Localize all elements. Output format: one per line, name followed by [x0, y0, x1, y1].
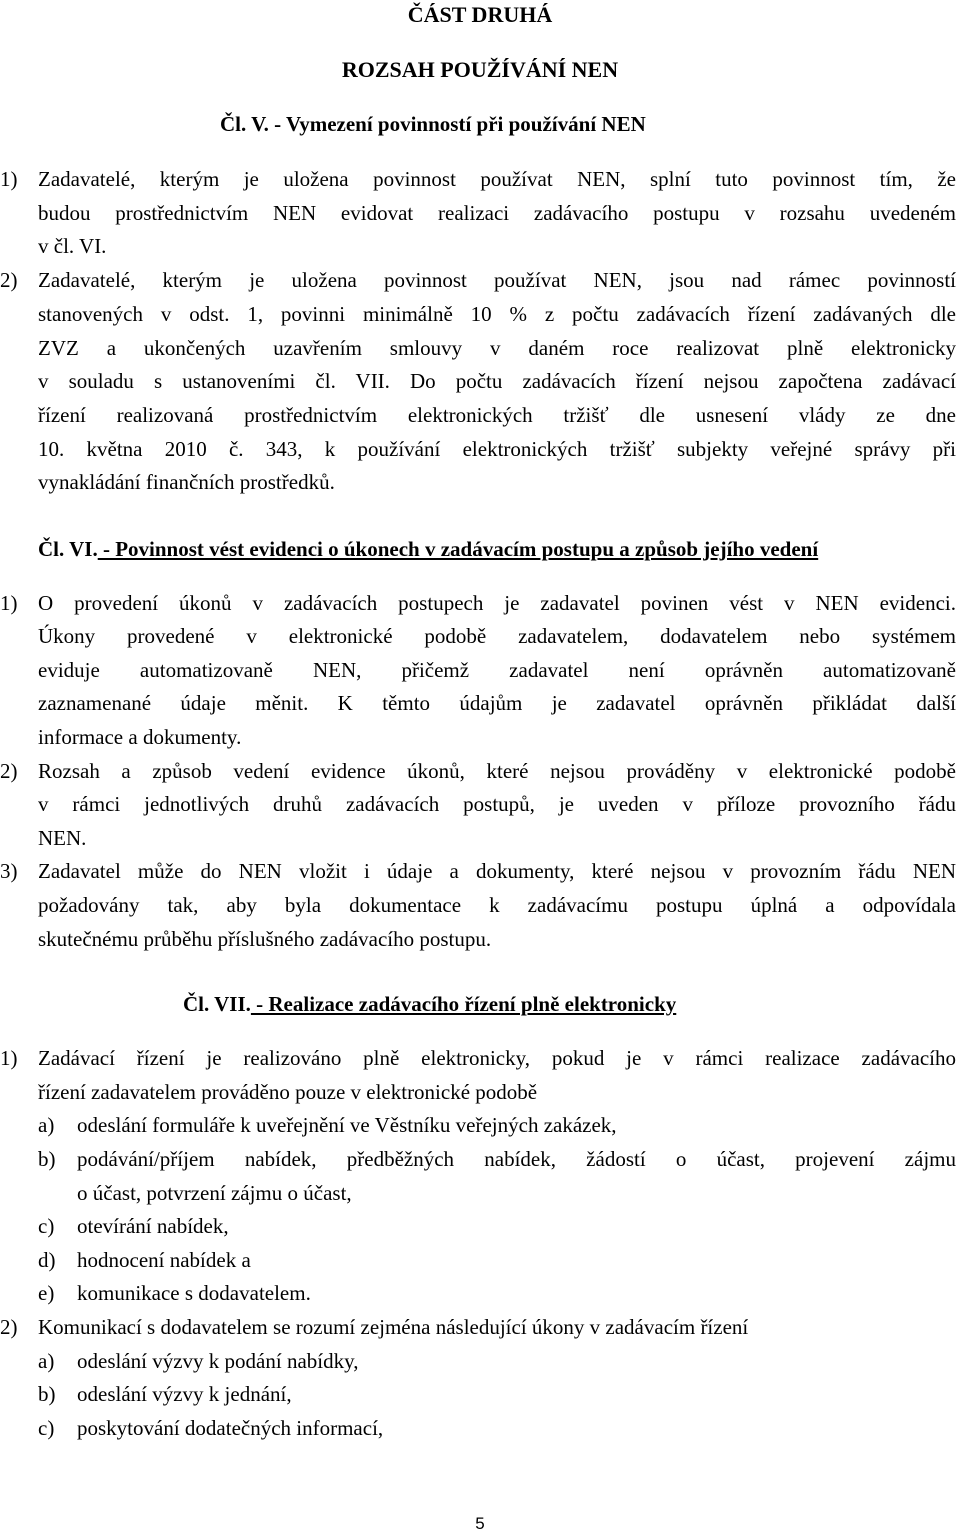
paragraph-line: skutečnému průběhu příslušného zadávacího postupu. — [38, 927, 492, 951]
paragraph-line: požadovány tak, aby byla dokumentace k zadávacímu postupu úplná a odpovídala — [38, 893, 956, 917]
list-item: komunikace s dodavatelem. — [77, 1281, 311, 1305]
paragraph-line: Zadavatelé, kterým je uložena povinnost používat NEN, splní tuto povinnost tím, že — [38, 167, 956, 191]
article-6-p2-number: 2) — [0, 759, 18, 783]
article-5-p2-number: 2) — [0, 268, 18, 292]
part-heading: ČÁST DRUHÁ — [407, 2, 553, 27]
list-item: otevírání nabídek, — [77, 1214, 229, 1238]
part-subheading: ROZSAH POUŽÍVÁNÍ NEN — [341, 57, 619, 82]
list-item-letter: b) — [38, 1382, 56, 1406]
paragraph-line: 10. května 2010 č. 343, k používání elektronických tržišť subjekty veřejné správy při — [38, 437, 956, 461]
paragraph-line: řízení zadavatelem prováděno pouze v elektronické podobě — [38, 1080, 538, 1104]
paragraph-line: O provedení úkonů v zadávacích postupech je zadavatel povinen vést v NEN evidenci. — [38, 591, 956, 615]
paragraph-line: v souladu s ustanoveními čl. VII. Do počtu zadávacích řízení nejsou započtena zadávací — [38, 369, 956, 393]
article-6-title: - Povinnost vést evidenci o úkonech v zadávacím postupu a způsob jejího vedení — [97, 537, 819, 561]
list-item: odeslání formuláře k uveřejnění ve Věstníku veřejných zakázek, — [77, 1113, 617, 1137]
list-item-letter: c) — [38, 1214, 55, 1238]
article-5-title: - Vymezení povinností při používání NEN — [268, 112, 646, 136]
article-7-label: Čl. VII. — [183, 992, 251, 1016]
list-item-letter: a) — [38, 1113, 55, 1137]
article-7-title: - Realizace zadávacího řízení plně elektronicky — [250, 992, 677, 1016]
paragraph-line: zaznamenané údaje měnit. K těmto údajům je zadavatel oprávněn přikládat další — [38, 691, 956, 715]
article-6-p3-number: 3) — [0, 859, 18, 883]
paragraph-line: NEN. — [38, 826, 87, 850]
article-7-p1-number: 1) — [0, 1046, 18, 1070]
paragraph-line: budou prostřednictvím NEN evidovat realizaci zadávacího postupu v rozsahu uvedeném — [38, 201, 956, 225]
paragraph-line: v rámci jednotlivých druhů zadávacích postupů, je uveden v příloze provozního řádu — [38, 792, 956, 816]
paragraph-line: stanovených v odst. 1, povinni minimálně 10 % z počtu zadávacích řízení zadávaných dle — [38, 302, 956, 326]
article-6-label: Čl. VI. — [38, 537, 98, 561]
list-item: odeslání výzvy k jednání, — [77, 1382, 292, 1406]
article-7-p2-number: 2) — [0, 1315, 18, 1339]
paragraph-line: Zadavatel může do NEN vložit i údaje a dokumenty, které nejsou v provozním řádu NEN — [38, 859, 956, 883]
list-item-letter: c) — [38, 1416, 55, 1440]
paragraph-line: informace a dokumenty. — [38, 725, 242, 749]
list-item: podávání/příjem nabídek, předběžných nabídek, žádostí o účast, projevení zájmu — [77, 1147, 956, 1171]
list-item-letter: e) — [38, 1281, 55, 1305]
paragraph-line: eviduje automatizovaně NEN, přičemž zadavatel není oprávněn automatizovaně — [38, 658, 956, 682]
list-item: o účast, potvrzení zájmu o účast, — [77, 1181, 352, 1205]
list-item-letter: b) — [38, 1147, 56, 1171]
list-item: odeslání výzvy k podání nabídky, — [77, 1349, 359, 1373]
article-7-heading — [183, 990, 676, 1018]
paragraph-line: Rozsah a způsob vedení evidence úkonů, které nejsou prováděny v elektronické podobě — [38, 759, 956, 783]
article-6-p1-number: 1) — [0, 591, 18, 615]
article-6-heading — [38, 535, 818, 563]
paragraph-line: Zadávací řízení je realizováno plně elektronicky, pokud je v rámci realizace zadávacího — [38, 1046, 956, 1070]
page-number: 5 — [475, 1514, 485, 1533]
article-5-heading — [220, 110, 646, 138]
paragraph-line: v čl. VI. — [38, 234, 107, 258]
paragraph-line: ZVZ a ukončených uzavřením smlouvy v daném roce realizovat plně elektronicky — [38, 336, 956, 360]
article-5-label: Čl. V. — [220, 112, 269, 136]
list-item: poskytování dodatečných informací, — [77, 1416, 384, 1440]
paragraph-line: Komunikací s dodavatelem se rozumí zejména následující úkony v zadávacím řízení — [38, 1315, 749, 1339]
paragraph-line: Zadavatelé, kterým je uložena povinnost používat NEN, jsou nad rámec povinností — [38, 268, 956, 292]
paragraph-line: Úkony provedené v elektronické podobě zadavatelem, dodavatelem nebo systémem — [38, 624, 956, 648]
list-item-letter: d) — [38, 1248, 56, 1272]
list-item: hodnocení nabídek a — [77, 1248, 251, 1272]
article-5-p1-number: 1) — [0, 167, 18, 191]
paragraph-line: vynakládání finančních prostředků. — [38, 470, 335, 494]
paragraph-line: řízení realizovaná prostřednictvím elektronických tržišť dle usnesení vlády ze dne — [38, 403, 956, 427]
list-item-letter: a) — [38, 1349, 55, 1373]
